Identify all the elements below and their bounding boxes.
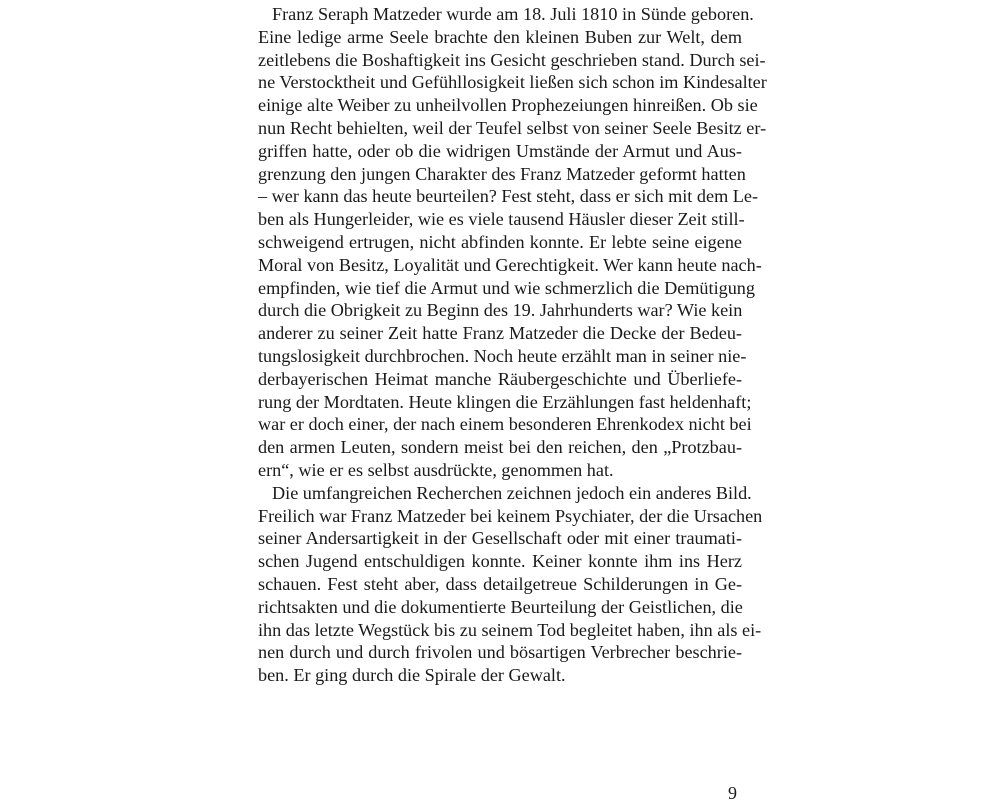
text-line: nen durch und durch frivolen und bösartigen Verbrecher beschrie-: [258, 642, 742, 663]
text-line: empfinden, wie tief die Armut und wie schmerzlich die Demütigung: [258, 277, 755, 298]
text-line: derbayerischen Heimat manche Räubergeschichte und Überliefe-: [258, 368, 742, 389]
text-line: war er doch einer, der nach einem besonderen Ehrenkodex nicht bei: [258, 414, 752, 435]
text-line: den armen Leuten, sondern meist bei den reichen, den „Protzbau-: [258, 437, 742, 458]
text-line: schweigend ertrugen, nicht abfinden konnte. Er lebte seine eigene: [258, 231, 742, 252]
text-line: anderer zu seiner Zeit hatte Franz Matzeder die Decke der Bedeu-: [258, 323, 742, 344]
text-line: einige alte Weiber zu unheilvollen Prophezeiungen hinreißen. Ob sie: [258, 95, 758, 116]
text-line: rung der Mordtaten. Heute klingen die Erzählungen fast heldenhaft;: [258, 391, 752, 412]
text-line: ern“, wie er es selbst ausdrückte, genommen hat.: [258, 459, 614, 480]
body-text: [258, 3, 767, 687]
text-line: tungslosigkeit durchbrochen. Noch heute erzählt man in seiner nie-: [258, 345, 747, 366]
text-line: Die umfangreichen Recherchen zeichnen jedoch ein anderes Bild.: [272, 482, 752, 503]
text-line: nun Recht behielten, weil der Teufel selbst von seiner Seele Besitz er-: [258, 117, 767, 138]
text-line: ben. Er ging durch die Spirale der Gewalt.: [258, 665, 566, 686]
text-line: durch die Obrigkeit zu Beginn des 19. Jahrhunderts war? Wie kein: [258, 300, 743, 321]
text-line: seiner Andersartigkeit in der Gesellschaft oder mit einer traumati-: [258, 528, 742, 549]
text-line: schen Jugend entschuldigen konnte. Keiner konnte ihm ins Herz: [258, 551, 742, 572]
text-line: ben als Hungerleider, wie es viele tausend Häusler dieser Zeit still-: [258, 209, 745, 230]
text-line: schauen. Fest steht aber, dass detailgetreue Schilderungen in Ge-: [258, 573, 742, 594]
text-line: ihn das letzte Wegstück bis zu seinem Tod begleitet haben, ihn als ei-: [258, 619, 762, 640]
text-line: ne Verstocktheit und Gefühllosigkeit ließen sich schon im Kindesalter: [258, 72, 767, 93]
paragraph-1: [258, 3, 767, 482]
page-number: 9: [728, 783, 737, 803]
text-line: griffen hatte, oder ob die widrigen Umstände der Armut und Aus-: [258, 140, 742, 161]
text-line: Moral von Besitz, Loyalität und Gerechtigkeit. Wer kann heute nach-: [258, 254, 762, 275]
text-line: Eine ledige arme Seele brachte den kleinen Buben zur Welt, dem: [258, 26, 742, 47]
text-line: Freilich war Franz Matzeder bei keinem Psychiater, der die Ursachen: [258, 505, 763, 526]
text-line: – wer kann das heute beurteilen? Fest steht, dass er sich mit dem Le-: [258, 186, 759, 207]
paragraph-2: [258, 482, 763, 687]
text-line: richtsakten und die dokumentierte Beurteilung der Geistlichen, die: [258, 596, 743, 617]
text-line: Franz Seraph Matzeder wurde am 18. Juli 1810 in Sünde geboren.: [272, 4, 754, 24]
text-line: grenzung den jungen Charakter des Franz Matzeder geformt hatten: [258, 163, 746, 184]
text-line: zeitlebens die Boshaftigkeit ins Gesicht geschrieben stand. Durch sei-: [258, 49, 766, 70]
